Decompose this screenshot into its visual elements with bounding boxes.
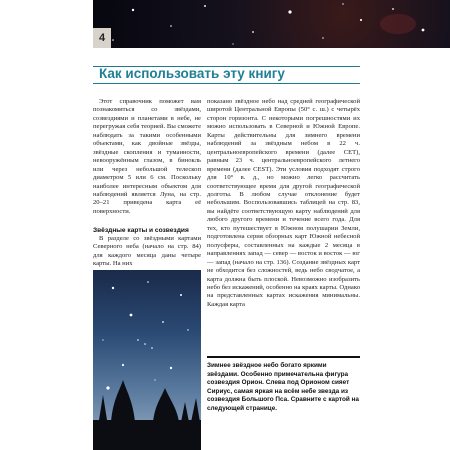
right-column-text: [207, 98, 360, 309]
page-number: 4: [93, 28, 111, 48]
header-stars-icon: [93, 0, 450, 48]
section-heading: Звёздные карты и созвездия: [93, 227, 189, 234]
intro-paragraph: Этот справочник поможет вам познакомиться со звёздами, созвездиями и планетами в небе, не перегружая себя теорией. Вы сможете наблюдать за такими особенными объектами, как двойные звёзды, звёздные скопления и туманности, невооружённым глазом, в бинокль или через небольшой телескоп диаметром 5 или 6 см. Поскольку наиболее интересным объектом для наблюдений является Луна, на стр. 20–21 приведена карта её поверхности.: [93, 98, 201, 215]
photo-caption: Зимнее звёздное небо богато яркими звёздами. Особенно примечательна фигура созвездия Орион. Слева под Орионом сияет Сириус, самая яркая на всём небе звезда из созвездия Большого Пса. Сравните с картой на следующей странице.: [207, 362, 359, 412]
caption-rule: [207, 356, 360, 358]
right-paragraph: показано звёздное небо над средней географической широтой Центральной Европы (50° с. ш.) с четырёх сторон горизонта. С некоторыми погрешностями их можно использовать в Северной и Южной Европе. Карты действительны для зимнего времени наблюдений за звёздным небом в 22 ч. центральноевропейского времени (далее CET), равным 23 ч. центральноевропейского летнего времени (далее CEST). Эти условия подходят строго для 10° в. д., но можно легко рассчитать соответствующее время для другой географической долготы. В любом случае отклонение будет небольшим. Воспользовавшись таблицей на стр. 83, вы найдёте соответствующую карту наблюдений для любого другого времени и течение всего года. Для тех, кто путешествует в Южном полушарии Земли, подготовлена серия обзорных карт Южной небесной полусферы, составленных на каждые 2 месяца в направлениях запад — север — восток и восток — юг — запад (начало на стр. 136). Создание звёздных карт не обходится без сложностей, ведь небо сводчатое, а карта должна быть плоской. Невозможно изобразить небо без искажений, особенно на краях карты. Однако на представленных картах искажения минимальны. Каждая карта: [207, 98, 360, 308]
header-sky-image: [93, 0, 450, 48]
section-text: [93, 235, 201, 269]
winter-sky-photo: [93, 270, 201, 450]
left-column-text: [93, 98, 201, 216]
page-title: Как использовать эту книгу: [99, 66, 285, 81]
night-sky-icon: [93, 270, 201, 450]
section-paragraph: В разделе со звёздными картами Северного неба (начало на стр. 84) для каждого месяца даны четыре карты. На них: [93, 235, 201, 268]
